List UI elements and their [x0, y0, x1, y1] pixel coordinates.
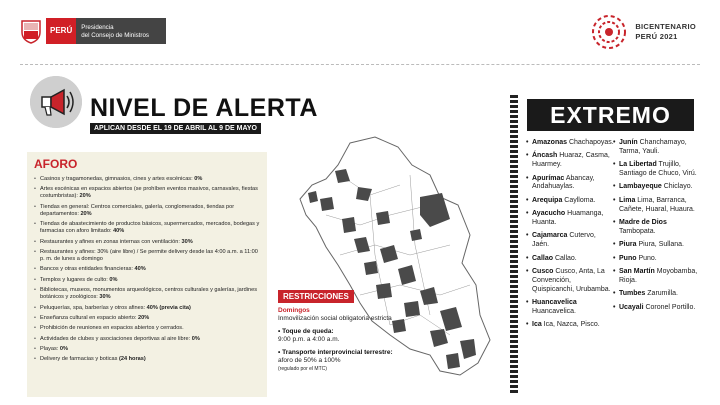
- region-name: Piura: [619, 241, 637, 249]
- aforo-item: • Templos y lugares de culto: 0%: [34, 277, 261, 284]
- extremo-column-left: [526, 139, 614, 334]
- region-places: Huamanga, Huanta.: [532, 210, 604, 226]
- region-name: Ica: [532, 321, 542, 329]
- region-item: [613, 304, 701, 313]
- toque-queda-item: • Toque de queda: 9:00 p.m. a 4:00 a.m.: [278, 328, 340, 343]
- region-places: Lima, Barranca, Cañete, Huaral, Huaura.: [619, 196, 695, 213]
- region-name: Lambayeque: [619, 183, 662, 191]
- region-name: Tumbes: [619, 290, 646, 298]
- aforo-item: • Actividades de clubes y asociaciones deportivas al aire libre: 0%: [34, 336, 261, 343]
- aforo-item: • Playas: 0%: [34, 346, 261, 353]
- region-name: Junín: [619, 139, 638, 146]
- region-places: Callao.: [553, 254, 577, 262]
- aforo-item: • Casinos y tragamonedas, gimnasios, cines y artes escénicas: 0%: [34, 176, 261, 183]
- region-item: [526, 268, 614, 294]
- region-name: Apurímac: [532, 174, 565, 182]
- peru-label: PERÚ: [46, 18, 76, 44]
- region-places: Coronel Portillo.: [643, 303, 696, 311]
- aforo-item: • Prohibición de reuniones en espacios abiertos y cerrados.: [34, 325, 261, 332]
- region-name: Ucayali: [619, 303, 644, 311]
- region-name: La Libertad: [619, 161, 657, 169]
- region-places: Ica, Nazca, Pisco.: [541, 321, 600, 329]
- aforo-value: 20%: [80, 210, 92, 217]
- aforo-heading: AFORO: [34, 157, 78, 171]
- aforo-value: 30%: [99, 294, 111, 301]
- region-places: Puno.: [636, 254, 657, 262]
- dotted-divider: [510, 95, 518, 395]
- region-item: [613, 197, 701, 215]
- region-name: Huancavelica: [532, 298, 577, 306]
- region-places: Piura, Sullana.: [636, 241, 684, 249]
- extremo-column-right: [613, 139, 701, 317]
- region-item: [526, 255, 614, 264]
- header: [0, 0, 720, 62]
- region-places: Chiclayo.: [661, 183, 693, 191]
- region-item: [613, 290, 701, 299]
- aforo-item: • Peluquerías, spa, barberías y otros afines: 40% (previa cita): [34, 305, 261, 312]
- aforo-item: • Enseñanza cultural en espacio abierto: 20%: [34, 315, 261, 322]
- region-places: Huaraz, Casma, Huarmey.: [532, 152, 610, 169]
- region-name: Ayacucho: [532, 210, 566, 218]
- domingos-item: Domingos Inmovilización social obligatoria estricta: [278, 307, 392, 322]
- aforo-panel: [27, 152, 267, 397]
- aforo-value: 0%: [191, 335, 200, 342]
- region-places: Abancay, Andahuaylas.: [532, 174, 595, 191]
- region-item: [526, 175, 614, 193]
- region-item: [613, 139, 701, 157]
- region-name: Madre de Dios: [619, 218, 667, 226]
- header-divider: [20, 64, 700, 65]
- peru-shield-icon: [20, 18, 42, 44]
- aforo-item: • Artes escénicas en espacios abiertos (se prohíben eventos masivos, carnavales, fiestas costumbristas): 20%: [34, 186, 261, 200]
- region-name: Áncash: [532, 152, 558, 160]
- region-item: [526, 197, 614, 206]
- region-places: Zarumilla.: [645, 290, 679, 298]
- region-places: Tambopata.: [619, 227, 656, 235]
- pcm-logo: [20, 18, 166, 44]
- region-name: San Martín: [619, 267, 655, 275]
- bicentenario-logo: BICENTENARIO PERÚ 2021: [589, 12, 696, 52]
- region-item: [613, 241, 701, 250]
- region-places: Huancavelica.: [532, 307, 576, 315]
- aforo-item: • Delivery de farmacias y boticas (24 horas): [34, 356, 261, 363]
- aforo-value: 40%: [134, 266, 146, 273]
- aforo-value: (24 horas): [118, 356, 146, 363]
- aforo-value: 0%: [194, 176, 203, 182]
- page-title: NIVEL DE ALERTA: [90, 94, 318, 122]
- region-item: [613, 255, 701, 264]
- region-item: [526, 210, 614, 228]
- region-places: Chachapoyas.: [567, 139, 614, 146]
- aforo-item: • Restaurantes y afines: 30% (aire libre) / Se permite delivery desde las 4:00 a.m. a 11:00 p. m. de lunes a domingo: [34, 249, 261, 263]
- date-range-banner: APLICAN DESDE EL 19 DE ABRIL AL 9 DE MAYO: [90, 123, 261, 134]
- aforo-value: 0%: [109, 276, 118, 283]
- region-name: Callao: [532, 254, 554, 262]
- region-places: Trujillo, Santiago de Chuco, Virú.: [619, 161, 697, 177]
- aforo-item: • Bancos y otras entidades financieras: 40%: [34, 266, 261, 273]
- region-item: [526, 232, 614, 250]
- region-places: Chanchamayo, Tarma, Yauli.: [619, 139, 687, 155]
- aforo-item: • Restaurantes y afines en zonas internas con ventilación: 30%: [34, 239, 261, 246]
- aforo-value: 0%: [59, 346, 68, 353]
- restricciones-heading: RESTRICCIONES: [278, 290, 354, 303]
- aforo-item: • Tiendas en general: Centros comerciales, galería, conglomerados, tiendas por departamentos: 20%: [34, 204, 261, 218]
- aforo-list: [34, 176, 261, 363]
- region-places: Cusco, Anta, La Convención, Quispicanchi, Urubamba.: [532, 267, 611, 293]
- transporte-item: • Transporte interprovincial terrestre: aforo de 50% a 100% (regulado por el MTC): [278, 349, 393, 372]
- region-name: Arequipa: [532, 196, 563, 204]
- aforo-item: • Bibliotecas, museos, monumentos arqueológicos, centros culturales y galerías, jardines botánicos y zoológicos: 30%: [34, 287, 261, 301]
- aforo-value: 40% (previa cita): [146, 304, 191, 311]
- region-item: [526, 139, 614, 148]
- region-places: Caylloma.: [562, 196, 596, 204]
- region-name: Lima: [619, 196, 636, 204]
- region-name: Cusco: [532, 267, 554, 275]
- megaphone-icon: [30, 76, 82, 128]
- region-name: Amazonas: [532, 139, 568, 146]
- region-item: [526, 321, 614, 330]
- region-name: Cajamarca: [532, 232, 568, 240]
- region-name: Puno: [619, 254, 637, 262]
- restricciones-panel: [278, 286, 418, 378]
- aforo-value: 30%: [181, 238, 193, 245]
- region-item: [613, 268, 701, 286]
- region-places: Moyobamba, Rioja.: [619, 267, 698, 284]
- region-places: Cutervo, Jaén.: [532, 232, 596, 249]
- region-item: [613, 183, 701, 192]
- region-item: [613, 161, 701, 179]
- region-item: [613, 219, 701, 237]
- aforo-value: 20%: [79, 193, 91, 200]
- region-item: [526, 299, 614, 317]
- aforo-value: 20%: [137, 314, 150, 321]
- region-item: [526, 152, 614, 170]
- bicentenario-icon: [589, 12, 629, 52]
- pcm-label: Presidencia del Consejo de Ministros: [76, 18, 166, 44]
- aforo-value: 40%: [113, 228, 125, 235]
- aforo-item: • Tiendas de abastecimiento de productos básicos, supermercados, mercados, bodegas y farmacias con aforo limitado: 40%: [34, 221, 261, 235]
- extremo-heading: EXTREMO: [527, 99, 694, 131]
